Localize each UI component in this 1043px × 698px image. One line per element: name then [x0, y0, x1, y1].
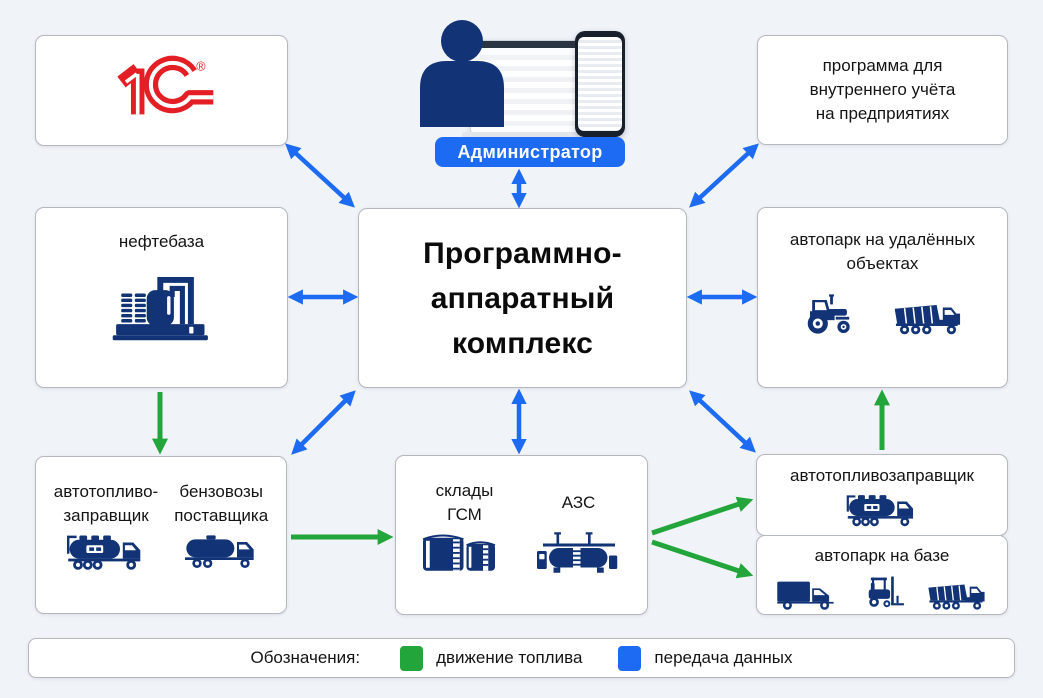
label-line: автопарк на удалённых [789, 230, 976, 249]
label-line: поставщика [174, 506, 269, 525]
forklift-icon [857, 573, 905, 611]
box-fuel-storage [395, 455, 648, 615]
box-1c [35, 35, 288, 146]
label-line: объектах [846, 254, 919, 274]
fuel-truck-column [54, 477, 158, 613]
arrow-accounting-program-to-complex [693, 147, 755, 204]
gas-station-column [534, 476, 624, 614]
box-base-fleet [756, 535, 1008, 615]
van-icon [775, 577, 837, 611]
box-refueler [756, 454, 1008, 536]
legend-label: движение топлива [436, 648, 583, 667]
arrow-fuel-storage-to-refueler [652, 501, 748, 533]
title-line: аппаратный [430, 281, 615, 315]
supplier-trucks-column [174, 477, 268, 613]
accounting-program-label [810, 54, 956, 126]
legend-title: Обозначения: [250, 648, 361, 667]
neftebaza-label: нефтебаза [118, 232, 205, 251]
arrow-fuel-storage-to-base-fleet [652, 542, 748, 574]
arrow-tanker-trucks-to-complex [295, 394, 352, 451]
legend-item-fuel [400, 646, 582, 671]
dump-truck-small-icon [925, 576, 989, 611]
label-line: склады [435, 480, 494, 500]
gas-station-label: АЗС [561, 492, 596, 512]
box-neftebaza [35, 207, 288, 388]
box-software-hardware-complex [358, 208, 687, 388]
oil-depot-icon [111, 268, 213, 348]
refueler-label: автотопливозаправщик [790, 466, 974, 485]
arrow-refueler-to-complex [693, 394, 752, 449]
gasoline-tanker-icon [181, 531, 261, 573]
label-line: ГСМ [447, 505, 482, 524]
title-line: Программно- [423, 236, 622, 270]
fuel-tanker-truck-icon [64, 531, 148, 575]
dump-truck-icon [891, 295, 965, 336]
gas-station-icon [534, 530, 624, 575]
label-line: бензовозы [179, 481, 263, 501]
box-tanker-trucks [35, 456, 287, 614]
administrator-figure [410, 15, 650, 170]
registered-mark: ® [195, 58, 205, 73]
administrator-label: Администратор [435, 137, 625, 167]
label-line: программа для [822, 55, 943, 75]
data-transfer-swatch [618, 646, 641, 671]
arrow-1c-to-complex [289, 147, 351, 204]
tractor-icon [801, 292, 857, 336]
refueler-truck-icon [844, 491, 920, 531]
legend-item-data [618, 646, 792, 671]
label-line: автотопливо- [53, 481, 159, 501]
1c-logo-icon [101, 55, 223, 127]
label-line: на предприятиях [815, 104, 950, 124]
base-fleet-label: автопарк на базе [814, 546, 950, 565]
complex-title [423, 231, 622, 366]
remote-fleet-label [790, 228, 975, 276]
fuel-movement-swatch [400, 646, 423, 671]
supplier-trucks-label [174, 480, 268, 528]
storage-tanks-icon [420, 530, 510, 574]
box-remote-fleet [757, 207, 1008, 388]
fuel-warehouse-column [420, 476, 510, 614]
fuel-truck-label [54, 480, 158, 528]
fuel-warehouse-label [436, 479, 494, 527]
legend [28, 638, 1015, 678]
legend-label: передача данных [654, 648, 793, 667]
title-line: комплекс [451, 326, 594, 360]
label-line: заправщик [63, 506, 149, 525]
box-accounting-program [757, 35, 1008, 145]
label-line: внутреннего учёта [809, 79, 956, 99]
